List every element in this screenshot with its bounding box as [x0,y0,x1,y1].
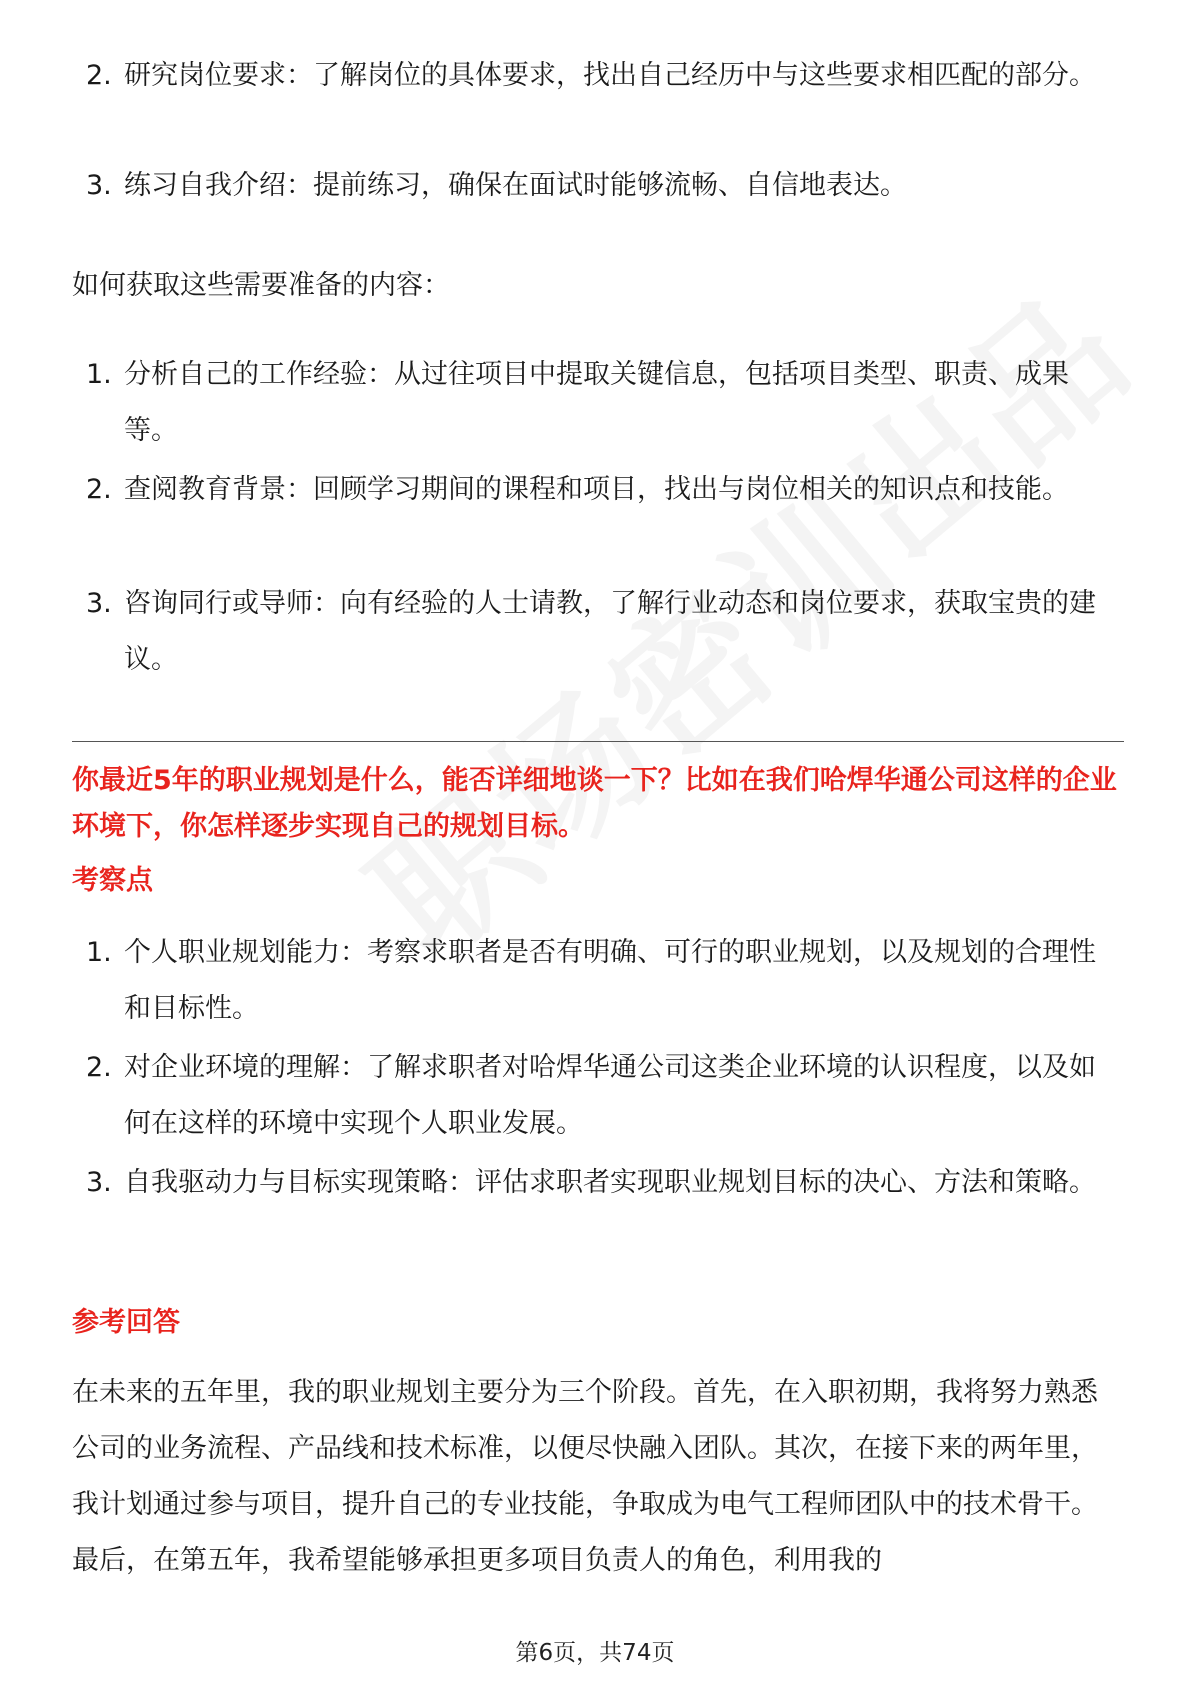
list-item [72,576,1112,688]
list-item [72,925,1112,1037]
list-text: 练习自我介绍：提前练习，确保在面试时能够流畅、自信地表达。 [124,170,907,201]
list-number: 1. [86,937,112,968]
list-number: 1. [86,359,112,390]
answer-label: 参考回答 [72,1307,180,1338]
list-number: 2. [86,474,112,505]
list-text: 研究岗位要求：了解岗位的具体要求，找出自己经历中与这些要求相匹配的部分。 [124,60,1096,91]
list-item [72,158,1112,214]
list-text: 查阅教育背景：回顾学习期间的课程和项目，找出与岗位相关的知识点和技能。 [124,474,1069,505]
list-number: 3. [86,1167,112,1198]
list-item [72,48,1112,104]
list-text: 咨询同行或导师：向有经验的人士请教，了解行业动态和岗位要求，获取宝贵的建议。 [124,588,1096,675]
list-text: 个人职业规划能力：考察求职者是否有明确、可行的职业规划，以及规划的合理性和目标性。 [124,937,1096,1024]
list-text: 对企业环境的理解：了解求职者对哈焊华通公司这类企业环境的认识程度，以及如何在这样的环境中实现个人职业发展。 [124,1052,1096,1139]
list-number: 2. [86,1052,112,1083]
list-number: 3. [86,170,112,201]
list-number: 2. [86,60,112,91]
list-item [72,1040,1112,1152]
answer-text: 在未来的五年里，我的职业规划主要分为三个阶段。首先，在入职初期，我将努力熟悉公司的业务流程、产品线和技术标准，以便尽快融入团队。其次，在接下来的两年里，我计划通过参与项目，提升自己的专业技能，争取成为电气工程师团队中的技术骨干。最后，在第五年，我希望能够承担更多项目负责人的角色，利用我的 [72,1377,1098,1576]
list-item [72,347,1112,459]
list-item [72,462,1112,518]
list-text: 分析自己的工作经验：从过往项目中提取关键信息，包括项目类型、职责、成果等。 [124,359,1069,446]
page-footer: 第6页，共74页 [515,1640,675,1666]
how-heading: 如何获取这些需要准备的内容： [72,270,450,301]
list-item [72,1155,1112,1211]
interview-question: 你最近5年的职业规划是什么，能否详细地谈一下？比如在我们哈焊华通公司这样的企业环境下，你怎样逐步实现自己的规划目标。 [72,765,1117,842]
section-divider [72,741,1124,742]
kaocha-label: 考察点 [72,865,153,896]
list-text: 自我驱动力与目标实现策略：评估求职者实现职业规划目标的决心、方法和策略。 [124,1167,1096,1198]
list-number: 3. [86,588,112,619]
